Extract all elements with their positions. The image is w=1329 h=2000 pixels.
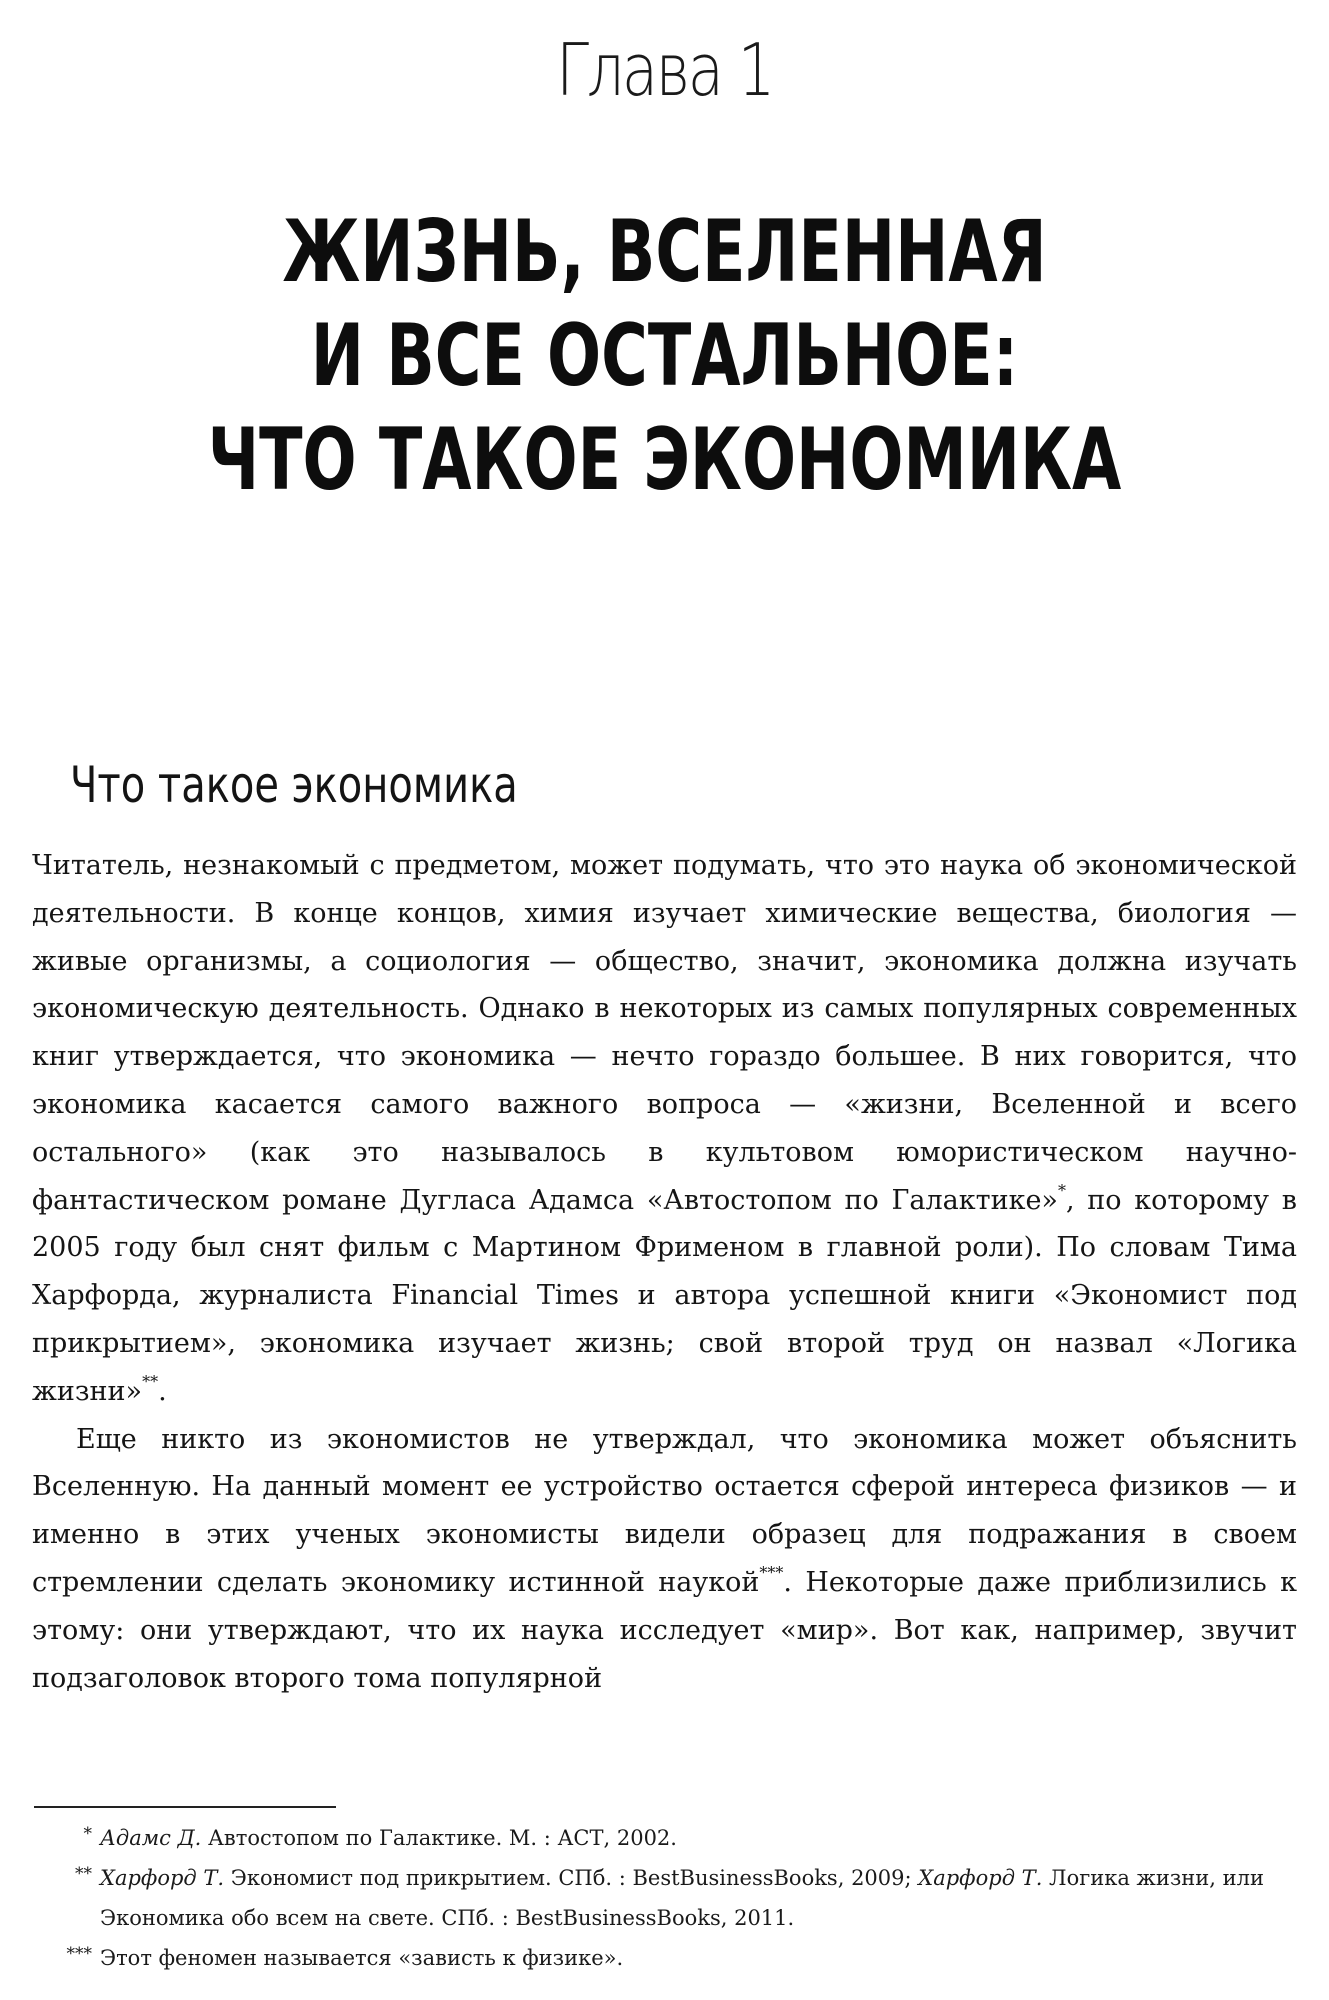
footnote-mark: * [83,1824,92,1844]
chapter-label: Глава 1 [556,28,773,112]
footnote-author: Адамс Д. [100,1826,202,1850]
footnote-ref: ** [142,1371,159,1391]
chapter-title-line: ЧТО ТАКОЕ ЭКОНОМИКА [207,410,1122,510]
paragraph-text: Еще никто из экономистов не утверждал, что экономика может объяснить Вселенную. На данный момент ее устройство остается сферой интереса физиков — и именно в этих ученых экономисты видели образец для подражания в своем стремлении сделать экономику истинной наукой [32,1423,1297,1598]
footnote-mark: *** [66,1944,92,1964]
footnote-author: Харфорд Т. [100,1866,225,1890]
paragraph-text: , по которому в 2005 году был снят фильм с Мартином Фрименом в главной роли). По словам Тима Харфорда, журналиста Financial Times и автора успешной книги «Экономист под прикрытием», экономика изучает жизнь; свой второй труд он назвал «Логика жизни» [32,1184,1297,1407]
footnote [34,1938,1297,1978]
footnote-text: Этот феномен называется «зависть к физике». [100,1946,624,1970]
footnote-text: Экономист под прикрытием. СПб. : BestBusinessBooks, 2009; [224,1866,919,1890]
paragraph-text: . Некоторые даже приблизились к этому: они утверждают, что их наука исследует «мир». Вот как, например, звучит подзаголовок второго тома популярной [32,1566,1297,1694]
chapter-title-line: ЖИЗНЬ, ВСЕЛЕННАЯ [282,202,1047,302]
chapter-title-line: И ВСЕ ОСТАЛЬНОЕ: [310,306,1019,406]
footnote-text: Логика жизни, или Экономика обо всем на свете. СПб. : BestBusinessBooks, 2011. [100,1866,1264,1930]
footnote-ref: * [1057,1180,1066,1200]
paragraph-text: . [158,1375,167,1407]
footnote-author: Харфорд Т. [918,1866,1043,1890]
section-title: Что такое экономика [70,756,518,814]
paragraph-text: Читатель, незнакомый с предметом, может подумать, что это наука об экономической деятельности. В конце концов, химия изучает химические вещества, биология — живые организмы, а социология — общество, значит, экономика должна изучать экономическую деятельность. Однако в некоторых из самых популярных современных книг утверждается, что экономика — нечто гораздо большее. В них говорится, что экономика касается самого важного вопроса — «жизни, Вселенной и всего остального» (как это называлось в культовом юмористическом научно-фантастическом романе Дугласа Адамса «Автостопом по Галактике» [32,850,1297,1216]
body-text [32,842,1297,1702]
paragraph [32,1416,1297,1703]
footnote-mark: ** [75,1864,92,1884]
footnote-text: Автостопом по Галактике. М. : АСТ, 2002. [201,1826,677,1850]
footnote [34,1818,1297,1858]
paragraph [32,842,1297,1416]
footnotes [34,1818,1297,1978]
footnote-divider [34,1806,336,1808]
chapter-title [173,200,1156,512]
footnote [34,1858,1297,1938]
footnote-ref: *** [759,1562,784,1582]
